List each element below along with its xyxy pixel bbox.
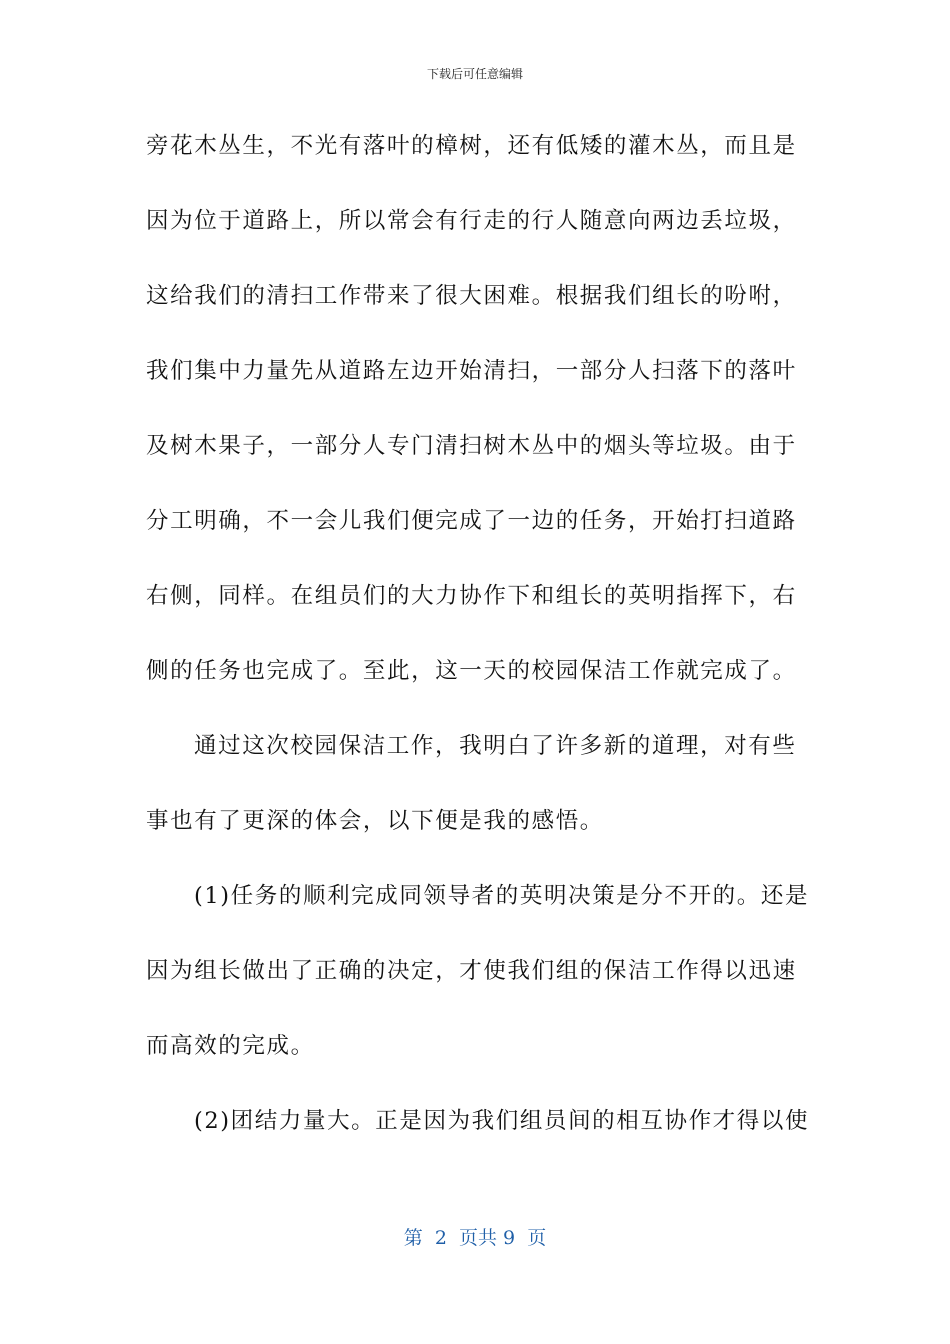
paragraph-line: 我们集中力量先从道路左边开始清扫，一部分人扫落下的落叶 — [146, 358, 797, 384]
paragraph-line: (1)任务的顺利完成同领导者的英明决策是分不开的。还是 — [194, 883, 810, 909]
page-number-footer: 第 2 页共 9 页 — [403, 1227, 547, 1249]
paragraph-line: 事也有了更深的体会，以下便是我的感悟。 — [146, 808, 604, 834]
paragraph-line: (2)团结力量大。正是因为我们组员间的相互协作才得以使 — [194, 1108, 810, 1134]
paragraph-line: 通过这次校园保洁工作，我明白了许多新的道理，对有些 — [194, 733, 797, 759]
paragraph-line: 因为位于道路上，所以常会有行走的行人随意向两边丢垃圾， — [146, 208, 797, 234]
paragraph-line: 这给我们的清扫工作带来了很大困难。根据我们组长的吩咐， — [146, 283, 797, 309]
document-body — [146, 124, 810, 1174]
paragraph-line: 因为组长做出了正确的决定，才使我们组的保洁工作得以迅速 — [146, 958, 797, 984]
paragraph-line: 右侧，同样。在组员们的大力协作下和组长的英明指挥下，右 — [146, 583, 797, 609]
paragraph-line: 侧的任务也完成了。至此，这一天的校园保洁工作就完成了。 — [146, 658, 797, 684]
paragraph-line: 旁花木丛生，不光有落叶的樟树，还有低矮的灌木丛，而且是 — [146, 133, 797, 159]
paragraph-line: 及树木果子，一部分人专门清扫树木丛中的烟头等垃圾。由于 — [146, 433, 797, 459]
page-header: 下载后可任意编辑 — [426, 67, 523, 81]
paragraph-line: 分工明确，不一会儿我们便完成了一边的任务，开始打扫道路 — [146, 508, 797, 534]
paragraph-line: 而高效的完成。 — [146, 1033, 315, 1059]
